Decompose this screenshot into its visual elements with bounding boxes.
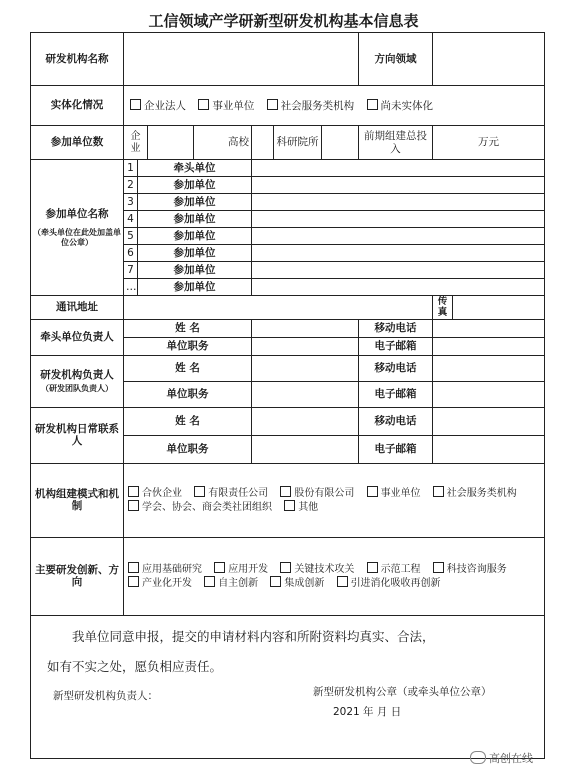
watermark [470, 750, 533, 766]
checkbox-icon[interactable] [270, 576, 281, 587]
address-label: 通讯地址 [31, 296, 124, 320]
participant-no: 6 [124, 245, 138, 262]
contact-name-field[interactable] [252, 407, 359, 435]
lead-name-field[interactable] [252, 319, 359, 337]
checkbox-icon[interactable] [433, 486, 444, 497]
investment-label: 前期组建总投入 [359, 126, 433, 160]
entity-option: 企业法人 [144, 99, 186, 112]
unit-names-note: （牵头单位在此处加盖单位公章） [33, 228, 121, 247]
participant-field[interactable] [252, 177, 545, 194]
page-title: 工信领域产学研新型研发机构基本信息表 [148, 12, 419, 30]
name-label: 姓 名 [124, 319, 252, 337]
enterprise-label: 企业 [124, 126, 148, 160]
lead-position-field[interactable] [252, 337, 359, 355]
entity-option: 社会服务类机构 [280, 99, 355, 112]
build-mode-option: 合伙企业 [142, 488, 182, 500]
responsible-signature-label: 新型研发机构负责人： [53, 689, 158, 702]
wechat-icon [470, 751, 486, 764]
checkbox-icon[interactable] [433, 562, 444, 573]
build-mode-label: 机构组建模式和机制 [31, 463, 124, 537]
direction-label: 方向领域 [359, 33, 433, 86]
participant-no: 7 [124, 262, 138, 279]
checkbox-icon[interactable] [267, 99, 278, 110]
org-name-field[interactable] [124, 33, 359, 86]
direction-option: 应用开发 [228, 564, 269, 576]
build-mode-option: 事业单位 [380, 488, 421, 500]
position-label: 单位职务 [124, 381, 252, 407]
checkbox-icon[interactable] [367, 99, 378, 110]
lead-mobile-field[interactable] [433, 319, 545, 337]
contact-position-field[interactable] [252, 435, 359, 463]
participant-label: 参加单位 [138, 245, 252, 262]
participant-label: 参加单位 [138, 262, 252, 279]
org-head-note: （研发团队负责人） [41, 383, 113, 393]
declaration-text [31, 616, 544, 682]
checkbox-icon[interactable] [280, 562, 291, 573]
lead-email-field[interactable] [433, 337, 545, 355]
investment-unit: 万元 [433, 126, 545, 160]
watermark-text: 高创在线 [489, 752, 533, 765]
contact-mobile-field[interactable] [433, 407, 545, 435]
checkbox-icon[interactable] [130, 99, 141, 110]
participant-field[interactable] [252, 245, 545, 262]
participant-no: … [124, 279, 138, 296]
org-head-mobile-field[interactable] [433, 355, 545, 381]
checkbox-icon[interactable] [367, 486, 378, 497]
info-table [30, 32, 545, 759]
declaration-line: 如有不实之处，愿负相应责任。 [47, 658, 223, 674]
direction-option: 自主创新 [218, 578, 259, 590]
address-field[interactable] [124, 296, 433, 320]
position-label: 单位职务 [124, 435, 252, 463]
org-head-label: 研发机构负责人 （研发团队负责人） [31, 355, 124, 407]
checkbox-icon[interactable] [194, 486, 205, 497]
checkbox-icon[interactable] [280, 486, 291, 497]
signature-area [31, 682, 544, 742]
checkbox-icon[interactable] [337, 576, 348, 587]
fax-label: 传真 [433, 296, 453, 320]
participant-no: 1 [124, 160, 138, 177]
main-direction-label: 主要研发创新、方向 [31, 537, 124, 615]
info-form [30, 32, 544, 767]
org-head-email-field[interactable] [433, 381, 545, 407]
participant-label: 参加单位 [138, 279, 252, 296]
checkbox-icon[interactable] [214, 562, 225, 573]
direction-option: 产业化开发 [142, 578, 192, 590]
build-mode-option: 社会服务类机构 [446, 488, 517, 500]
participant-field[interactable] [252, 262, 545, 279]
direction-option: 示范工程 [380, 564, 421, 576]
participant-no: 4 [124, 211, 138, 228]
participant-label: 参加单位 [138, 194, 252, 211]
participant-label: 参加单位 [138, 211, 252, 228]
checkbox-icon[interactable] [204, 576, 215, 587]
direction-option: 关键技术攻关 [294, 564, 355, 576]
direction-options [124, 537, 545, 615]
build-mode-options [124, 463, 545, 537]
daily-contact-label: 研发机构日常联系人 [31, 407, 124, 463]
checkbox-icon[interactable] [128, 576, 139, 587]
mobile-label: 移动电话 [359, 407, 433, 435]
participant-label: 参加单位 [138, 177, 252, 194]
build-mode-option: 其他 [298, 502, 319, 514]
org-head-name-field[interactable] [252, 355, 359, 381]
participant-no: 2 [124, 177, 138, 194]
email-label: 电子邮箱 [359, 381, 433, 407]
institute-count-field[interactable] [322, 126, 359, 160]
lead-head-label: 牵头单位负责人 [31, 319, 124, 355]
university-label: 高校 [194, 126, 252, 160]
position-label: 单位职务 [124, 337, 252, 355]
checkbox-icon[interactable] [128, 486, 139, 497]
direction-option: 引进消化吸收再创新 [350, 578, 441, 590]
checkbox-icon[interactable] [284, 500, 295, 511]
participant-label: 参加单位 [138, 228, 252, 245]
enterprise-count-field[interactable] [148, 126, 194, 160]
entity-option: 尚未实体化 [380, 99, 434, 112]
build-mode-option: 有限责任公司 [208, 488, 269, 500]
name-label: 姓 名 [124, 407, 252, 435]
unit-names-label: 参加单位名称 （牵头单位在此处加盖单位公章） [31, 160, 124, 296]
direction-field[interactable] [433, 33, 545, 86]
checkbox-icon[interactable] [128, 562, 139, 573]
entity-options [124, 86, 545, 126]
university-count-field[interactable] [252, 126, 274, 160]
participant-label: 牵头单位 [138, 160, 252, 177]
fax-field[interactable] [453, 296, 545, 320]
contact-email-field[interactable] [433, 435, 545, 463]
institute-label: 科研院所 [274, 126, 322, 160]
participant-no: 3 [124, 194, 138, 211]
unit-count-label: 参加单位数 [31, 126, 124, 160]
direction-option: 科技咨询服务 [446, 564, 507, 576]
mobile-label: 移动电话 [359, 319, 433, 337]
direction-option: 集成创新 [284, 578, 325, 590]
participant-field[interactable] [252, 279, 545, 296]
checkbox-icon[interactable] [198, 99, 209, 110]
build-mode-option: 学会、协会、商会类社团组织 [142, 502, 272, 514]
entity-option: 事业单位 [212, 99, 255, 112]
build-mode-option: 股份有限公司 [294, 488, 355, 500]
seal-label: 新型研发机构公章（或牵头单位公章） [313, 685, 492, 698]
entity-label: 实体化情况 [31, 86, 124, 126]
checkbox-icon[interactable] [367, 562, 378, 573]
email-label: 电子邮箱 [359, 435, 433, 463]
org-head-position-field[interactable] [252, 381, 359, 407]
name-label: 姓 名 [124, 355, 252, 381]
sign-date: 2021 年 月 日 [333, 705, 402, 718]
participant-no: 5 [124, 228, 138, 245]
mobile-label: 移动电话 [359, 355, 433, 381]
checkbox-icon[interactable] [128, 500, 139, 511]
org-name-label: 研发机构名称 [31, 33, 124, 86]
participant-field[interactable] [252, 228, 545, 245]
direction-option: 应用基础研究 [142, 564, 202, 576]
participant-field[interactable] [252, 211, 545, 228]
declaration-cell [31, 615, 545, 758]
participant-field[interactable] [252, 194, 545, 211]
email-label: 电子邮箱 [359, 337, 433, 355]
participant-field[interactable] [252, 160, 545, 177]
declaration-line: 我单位同意申报，提交的申请材料内容和所附资料均真实、合法， [72, 628, 435, 644]
